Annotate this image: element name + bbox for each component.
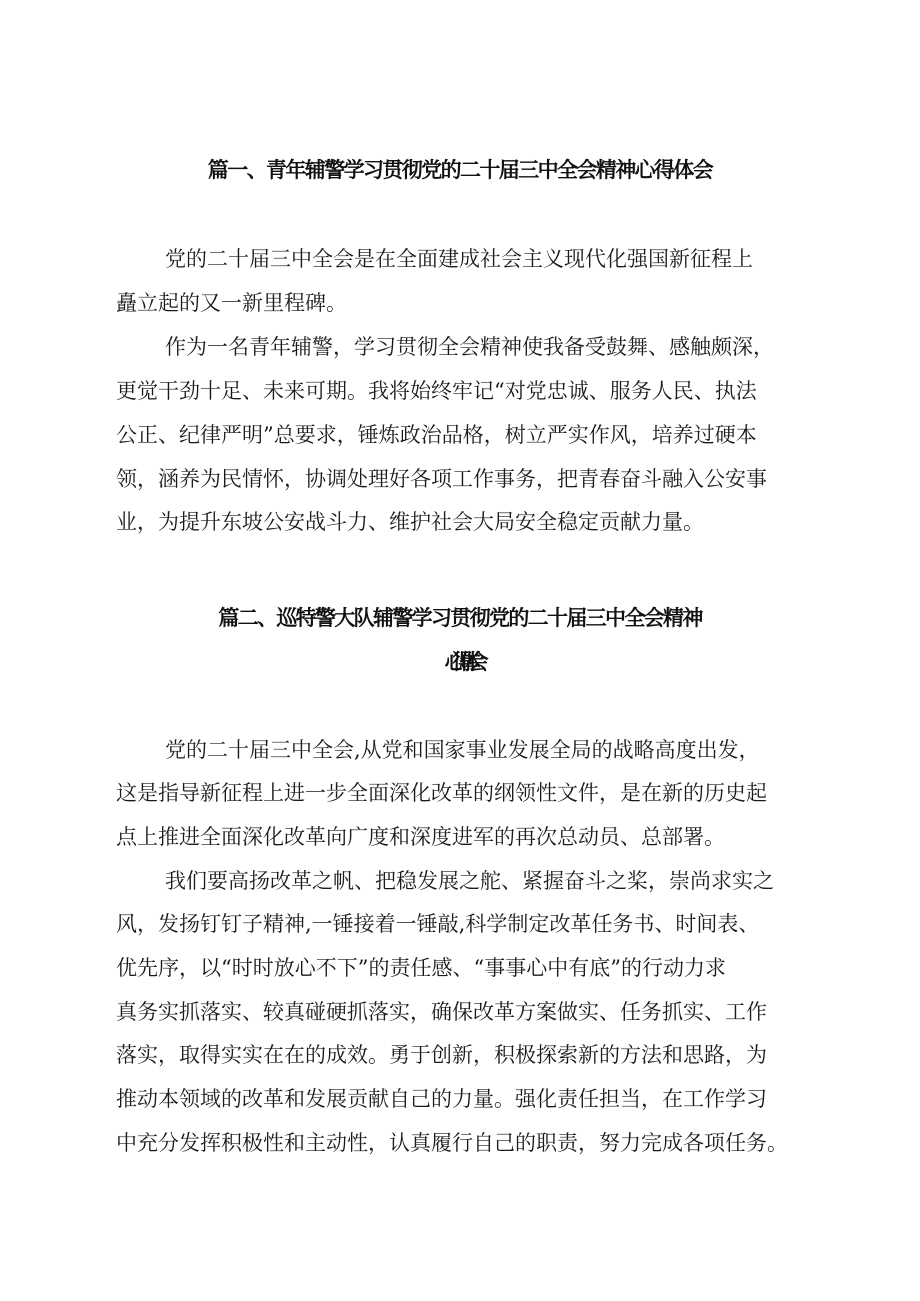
paragraph-line: 中充分发挥积极性和主动性，认真履行自己的职责，努力完成各项任务。 bbox=[116, 1131, 788, 1155]
paragraph-line: 优先序，以“时时放心不下”的责任感、“事事心中有底”的行动力求 bbox=[116, 956, 726, 980]
paragraph-line: 我们要高扬改革之帆、把稳发展之舵、紧握奋斗之桨，崇尚求实之 bbox=[165, 869, 774, 893]
section2-title-line-2: 心得体会 bbox=[444, 650, 476, 674]
paragraph-line: 更觉干劲十足、未来可期。我将始终牢记“对党忠诚、服务人民、执法 bbox=[116, 379, 757, 403]
paragraph-line: 业，为提升东坡公安战斗力、维护社会大局安全稳定贡献力量。 bbox=[116, 510, 704, 534]
paragraph-line: 推动本领域的改革和发展贡献自己的力量。强化责任担当，在工作学习 bbox=[116, 1087, 767, 1111]
section2-title-line-1: 篇二、巡特警大队辅警学习贯彻党的二十届三中全会精神 bbox=[218, 606, 702, 630]
paragraph-line: 这是指导新征程上进一步全面深化改革的纲领性文件，是在新的历史起 bbox=[116, 781, 767, 805]
paragraph-line: 真务实抓落实、较真碰硬抓落实，确保改革方案做实、任务抓实、工作 bbox=[116, 1000, 767, 1024]
paragraph-line: 矗立起的又一新里程碑。 bbox=[116, 291, 347, 315]
paragraph-line: 党的二十届三中全会是在全面建成社会主义现代化强国新征程上 bbox=[165, 247, 753, 271]
paragraph-line: 落实，取得实实在在的成效。勇于创新，积极探索新的方法和思路，为 bbox=[116, 1043, 767, 1067]
paragraph-line: 点上推进全面深化改革向广度和深度进军的再次总动员、总部署。 bbox=[116, 825, 725, 849]
paragraph-line: 公正、纪律严明”总要求，锤炼政治品格，树立严实作风，培养过硬本 bbox=[116, 423, 757, 447]
paragraph-line: 领，涵养为民情怀，协调处理好各项工作事务，把青春奋斗融入公安事 bbox=[116, 467, 767, 491]
paragraph-line: 风，发扬钉钉子精神,一锤接着一锤敲,科学制定改革任务书、时间表、 bbox=[116, 912, 760, 936]
paragraph-line: 作为一名青年辅警，学习贯彻全会精神使我备受鼓舞、感触颇深， bbox=[165, 335, 774, 359]
paragraph-line: 党的二十届三中全会,从党和国家事业发展全局的战略高度出发， bbox=[165, 738, 760, 762]
section1-title: 篇一、青年辅警学习贯彻党的二十届三中全会精神心得体会 bbox=[207, 158, 713, 182]
